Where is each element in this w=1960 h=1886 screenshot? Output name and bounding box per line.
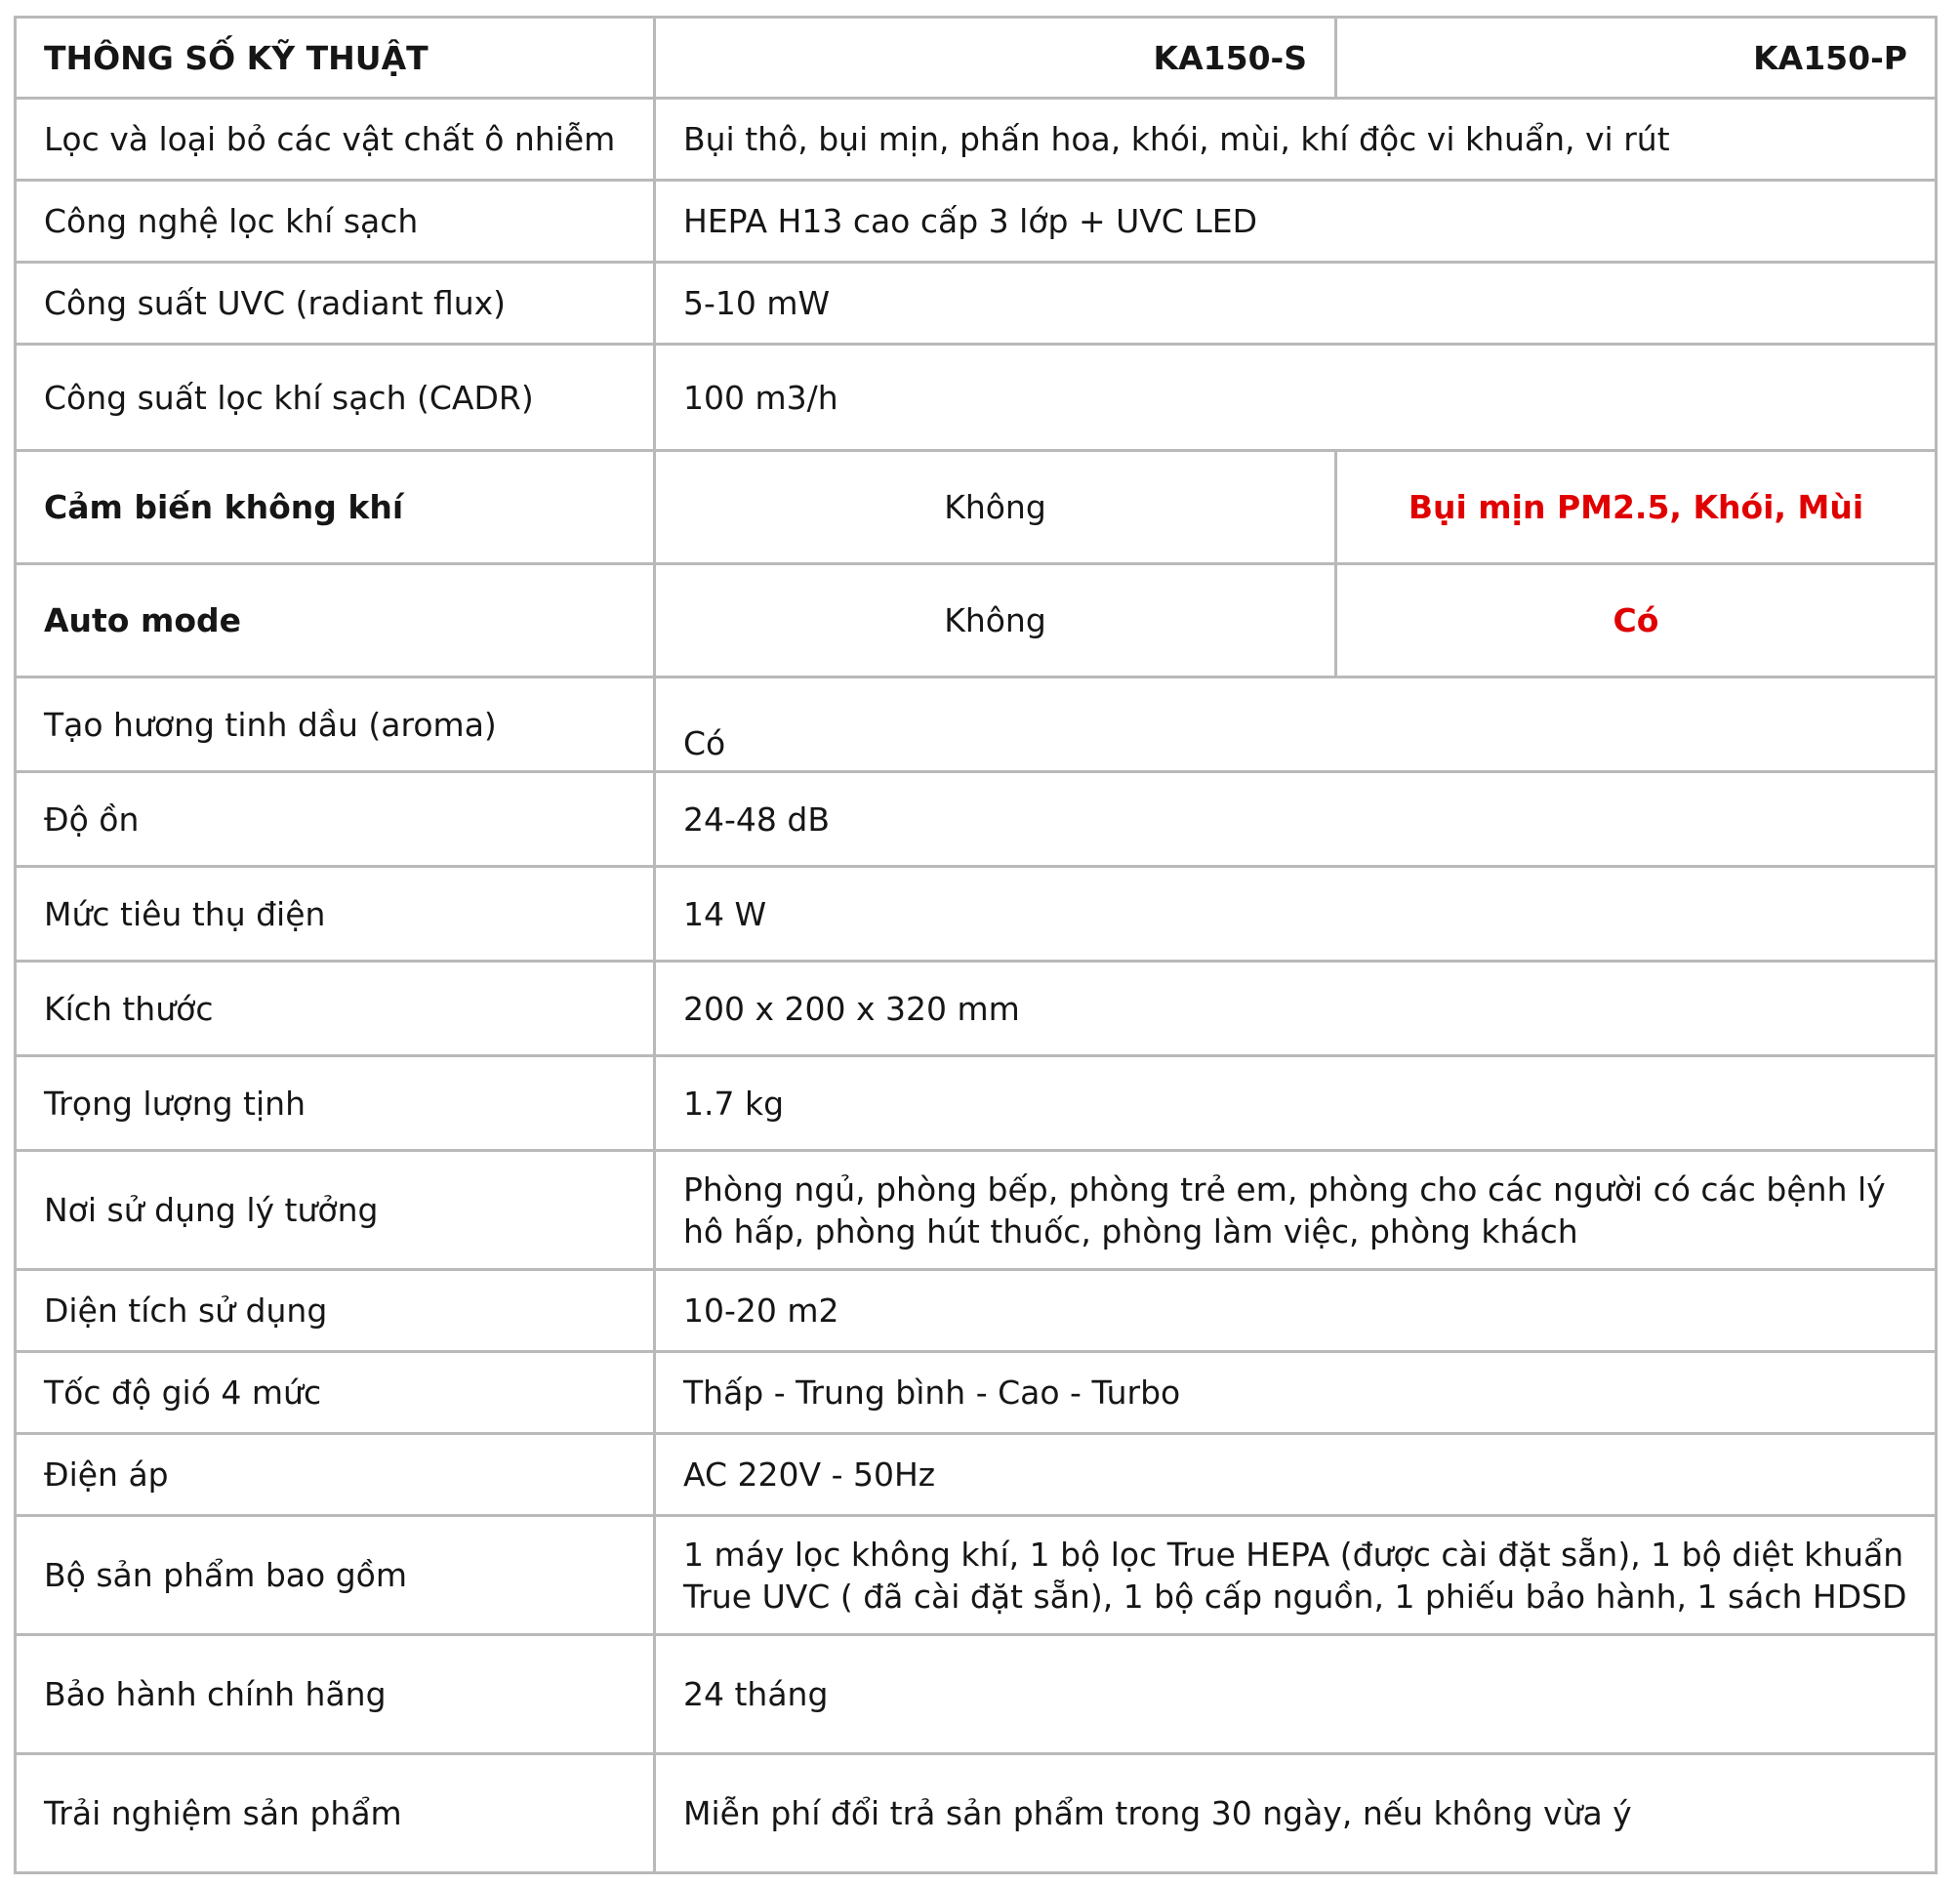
row-label: Kích thước: [16, 962, 655, 1056]
row-value: Miễn phí đổi trả sản phẩm trong 30 ngày, nếu không vừa ý: [655, 1754, 1937, 1873]
table-row: [16, 1754, 1937, 1873]
row-value: Phòng ngủ, phòng bếp, phòng trẻ em, phòng cho các người có các bệnh lý hô hấp, phòng hút thuốc, phòng làm việc, phòng khách: [655, 1151, 1937, 1270]
table-row: [16, 99, 1937, 181]
row-value: 5-10 mW: [655, 263, 1937, 345]
row-value: 200 x 200 x 320 mm: [655, 962, 1937, 1056]
row-value: HEPA H13 cao cấp 3 lớp + UVC LED: [655, 181, 1937, 263]
table-row: [16, 1516, 1937, 1635]
row-value: 24 tháng: [655, 1635, 1937, 1754]
table-row: [16, 263, 1937, 345]
spec-table: [14, 16, 1938, 1874]
row-label: Tạo hương tinh dầu (aroma): [16, 677, 655, 772]
table-row: [16, 867, 1937, 962]
table-row: [16, 962, 1937, 1056]
row-label: Auto mode: [16, 564, 655, 677]
row-value: AC 220V - 50Hz: [655, 1434, 1937, 1516]
row-value-ka150-p: Có: [1336, 564, 1937, 677]
table-row: [16, 345, 1937, 451]
row-label: Bộ sản phẩm bao gồm: [16, 1516, 655, 1635]
row-label: Diện tích sử dụng: [16, 1270, 655, 1352]
table-row: [16, 677, 1937, 772]
row-label: Độ ồn: [16, 772, 655, 867]
model-ka150-p: KA150-P: [1336, 18, 1937, 99]
table-row: [16, 181, 1937, 263]
row-value: 1.7 kg: [655, 1056, 1937, 1151]
table-row: [16, 1151, 1937, 1270]
row-label: Mức tiêu thụ điện: [16, 867, 655, 962]
row-value: Bụi thô, bụi mịn, phấn hoa, khói, mùi, khí độc vi khuẩn, vi rút: [655, 99, 1937, 181]
header-row: [16, 18, 1937, 99]
row-value: 10-20 m2: [655, 1270, 1937, 1352]
table-row: [16, 1352, 1937, 1434]
row-label: Công suất UVC (radiant flux): [16, 263, 655, 345]
row-value: 100 m3/h: [655, 345, 1937, 451]
row-label: Lọc và loại bỏ các vật chất ô nhiễm: [16, 99, 655, 181]
table-row: [16, 772, 1937, 867]
row-value-ka150-p: Bụi mịn PM2.5, Khói, Mùi: [1336, 451, 1937, 564]
row-value: 24-48 dB: [655, 772, 1937, 867]
table-row: [16, 1270, 1937, 1352]
row-value: 14 W: [655, 867, 1937, 962]
table-row: [16, 564, 1937, 677]
table-row: [16, 451, 1937, 564]
row-label: Trải nghiệm sản phẩm: [16, 1754, 655, 1873]
row-value: Có: [655, 677, 1937, 772]
row-value-ka150-s: Không: [655, 564, 1336, 677]
row-label: Công nghệ lọc khí sạch: [16, 181, 655, 263]
row-label: Bảo hành chính hãng: [16, 1635, 655, 1754]
table-row: [16, 1635, 1937, 1754]
row-label: Cảm biến không khí: [16, 451, 655, 564]
row-label: Công suất lọc khí sạch (CADR): [16, 345, 655, 451]
row-label: Trọng lượng tịnh: [16, 1056, 655, 1151]
row-label: Tốc độ gió 4 mức: [16, 1352, 655, 1434]
row-label: Điện áp: [16, 1434, 655, 1516]
row-value: 1 máy lọc không khí, 1 bộ lọc True HEPA (được cài đặt sẵn), 1 bộ diệt khuẩn True UVC ( đã cài đặt sẵn), 1 bộ cấp nguồn, 1 phiếu bảo hành, 1 sách HDSD: [655, 1516, 1937, 1635]
table-title: THÔNG SỐ KỸ THUẬT: [16, 18, 655, 99]
table-row: [16, 1434, 1937, 1516]
table-row: [16, 1056, 1937, 1151]
row-value-ka150-s: Không: [655, 451, 1336, 564]
row-value: Thấp - Trung bình - Cao - Turbo: [655, 1352, 1937, 1434]
model-ka150-s: KA150-S: [655, 18, 1336, 99]
row-label: Nơi sử dụng lý tưởng: [16, 1151, 655, 1270]
